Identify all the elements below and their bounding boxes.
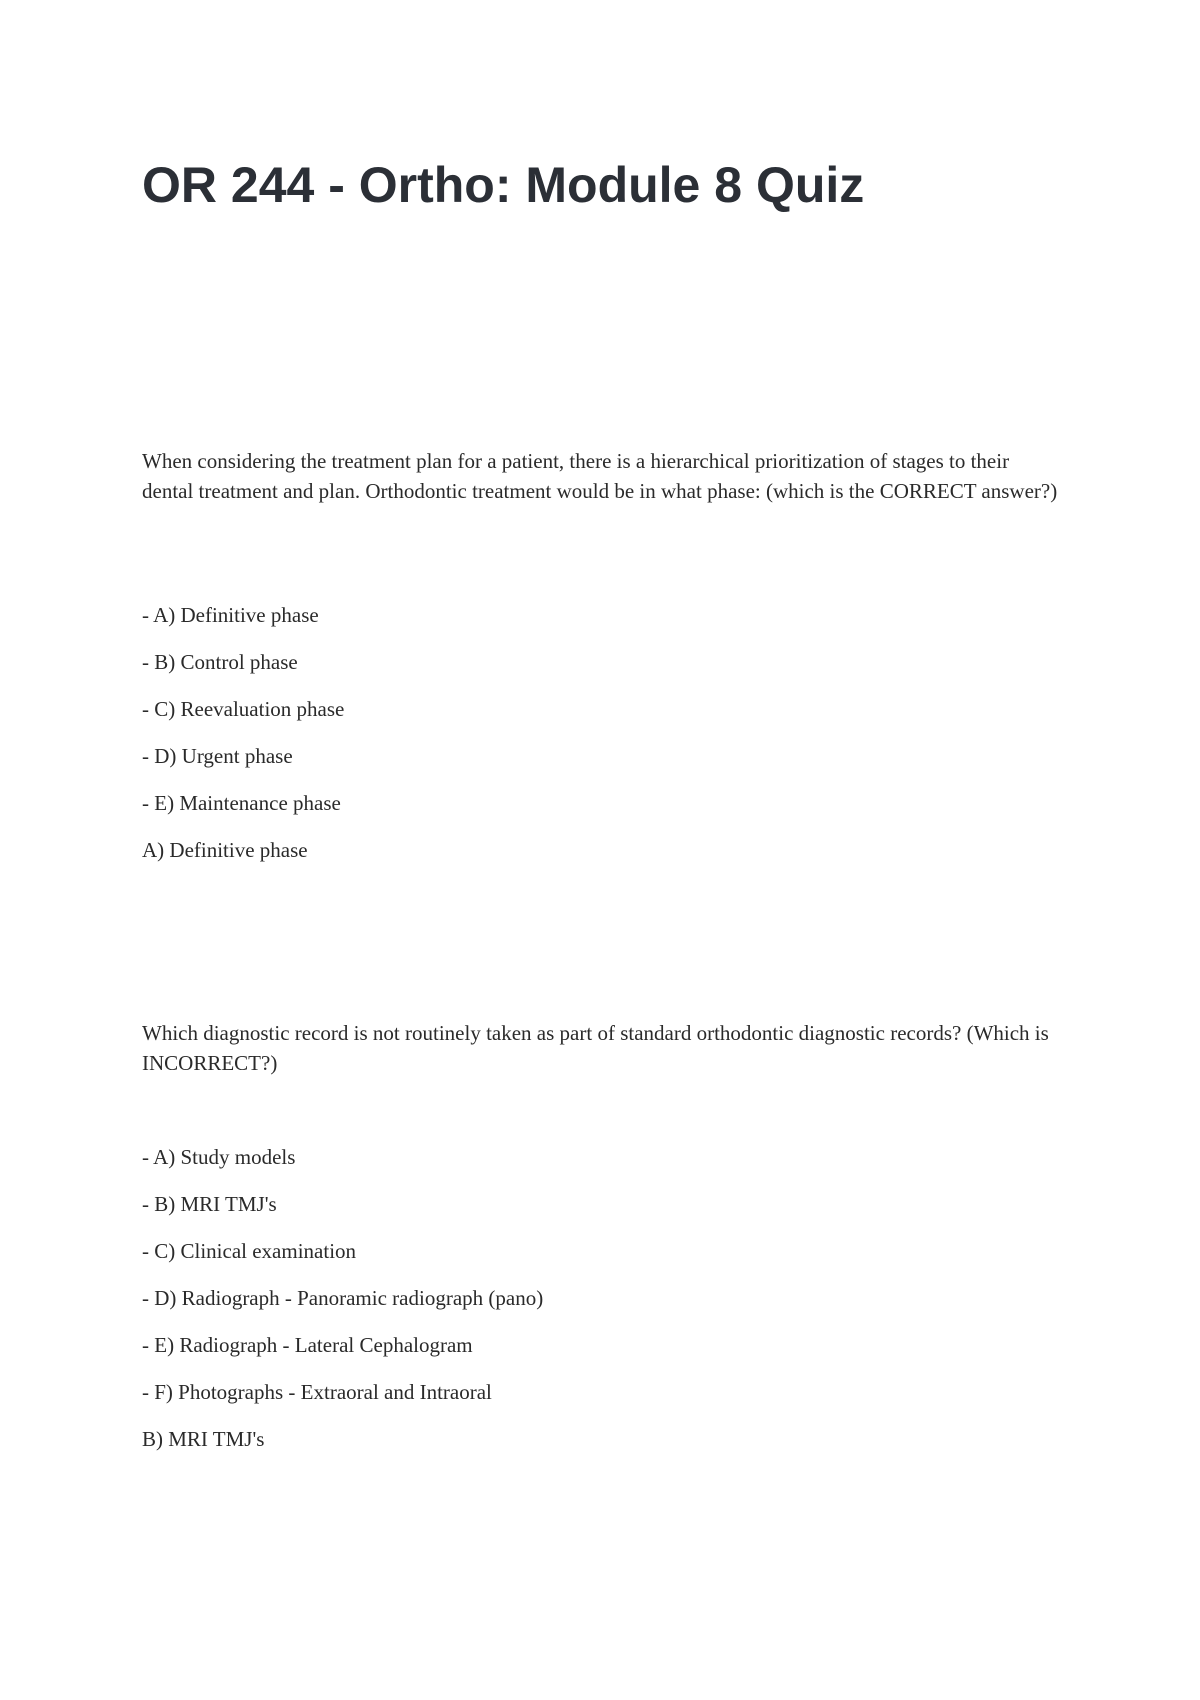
question-2-options <box>142 1142 543 1424</box>
question-2-option-d: - D) Radiograph - Panoramic radiograph (pano) <box>142 1286 544 1310</box>
question-2-option-f: - F) Photographs - Extraoral and Intraoral <box>142 1380 492 1404</box>
question-1-text: When considering the treatment plan for a patient, there is a hierarchical prioritization of stages to their dental treatment and plan. Orthodontic treatment would be in what phase: (which is the CORRECT answer?) <box>142 449 1058 503</box>
question-1-option-a: - A) Definitive phase <box>142 603 319 627</box>
question-2-text: Which diagnostic record is not routinely taken as part of standard orthodontic diagnostic records? (Which is INCORRECT?) <box>142 1021 1049 1075</box>
question-1-answer: A) Definitive phase <box>142 838 308 862</box>
question-1-option-b: - B) Control phase <box>142 650 298 674</box>
question-1-options <box>142 600 344 835</box>
question-2-option-c: - C) Clinical examination <box>142 1239 357 1263</box>
question-2-option-e: - E) Radiograph - Lateral Cephalogram <box>142 1333 473 1357</box>
question-2-option-b: - B) MRI TMJ's <box>142 1192 277 1216</box>
question-1-option-e: - E) Maintenance phase <box>142 791 341 815</box>
page-title: OR 244 - Ortho: Module 8 Quiz <box>142 157 865 213</box>
question-2-option-a: - A) Study models <box>142 1145 296 1169</box>
question-1-option-d: - D) Urgent phase <box>142 744 293 768</box>
question-1-option-c: - C) Reevaluation phase <box>142 697 345 721</box>
question-2-answer: B) MRI TMJ's <box>142 1427 265 1451</box>
